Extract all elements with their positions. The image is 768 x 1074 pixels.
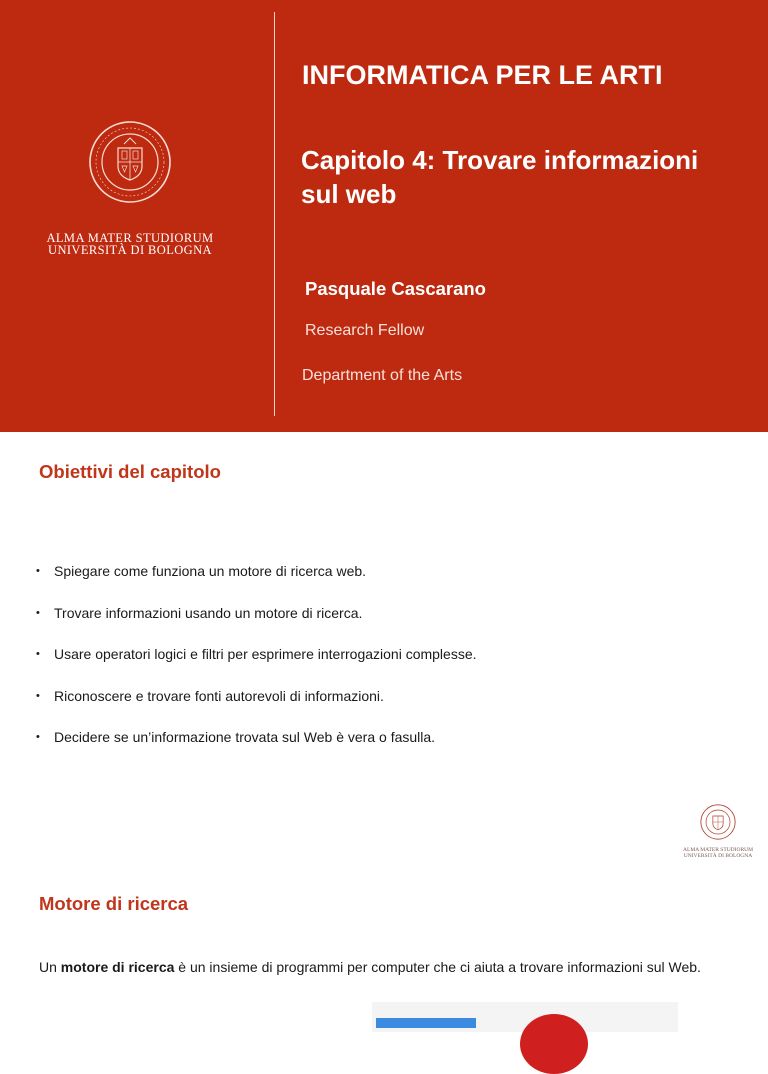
search-engine-logo-red — [520, 1014, 588, 1074]
list-item: • Usare operatori logici e filtri per esprimere interrogazioni complesse. — [36, 645, 477, 687]
list-item: • Trovare informazioni usando un motore di ricerca. — [36, 604, 477, 646]
author-name: Pasquale Cascarano — [305, 278, 486, 299]
chapter-title: Capitolo 4: Trovare informazioni sul web — [301, 145, 699, 209]
university-seal-icon — [88, 120, 172, 204]
objectives-slide — [0, 432, 768, 864]
search-engine-title: Motore di ricerca — [39, 893, 189, 914]
list-item: • Spiegare come funziona un motore di ricerca web. — [36, 562, 477, 604]
author-role: Research Fellow — [305, 322, 425, 339]
search-engine-definition — [39, 958, 729, 976]
university-seal-icon — [700, 804, 736, 840]
definition-keyword: motore di ricerca — [60, 959, 175, 975]
objectives-title: Obiettivi del capitolo — [39, 461, 221, 482]
title-slide — [0, 0, 768, 432]
list-item: • Riconoscere e trovare fonti autorevoli di informazioni. — [36, 687, 477, 729]
university-name-line2: UNIVERSITÀ DI BOLOGNA — [48, 243, 212, 257]
search-engine-logo-blue — [376, 1018, 476, 1028]
course-title: INFORMATICA PER LE ARTI — [302, 60, 663, 90]
vertical-divider — [274, 12, 275, 416]
objectives-list — [36, 562, 477, 770]
small-university-logo — [676, 804, 760, 859]
search-engine-slide — [0, 864, 768, 1024]
university-logo — [40, 120, 220, 256]
definition-suffix: è un insieme di programmi per computer che ci aiuta a trovare informazioni sul Web. — [174, 959, 701, 975]
small-logo-line2: UNIVERSITÀ DI BOLOGNA — [683, 853, 753, 859]
list-item: • Decidere se un’informazione trovata sul Web è vera o fasulla. — [36, 728, 477, 770]
definition-prefix: Un — [39, 959, 61, 975]
department: Department of the Arts — [302, 367, 463, 384]
university-name-line1: ALMA MATER STUDIORUM — [46, 231, 214, 245]
small-logo-line1: ALMA MATER STUDIORUM — [683, 847, 753, 853]
